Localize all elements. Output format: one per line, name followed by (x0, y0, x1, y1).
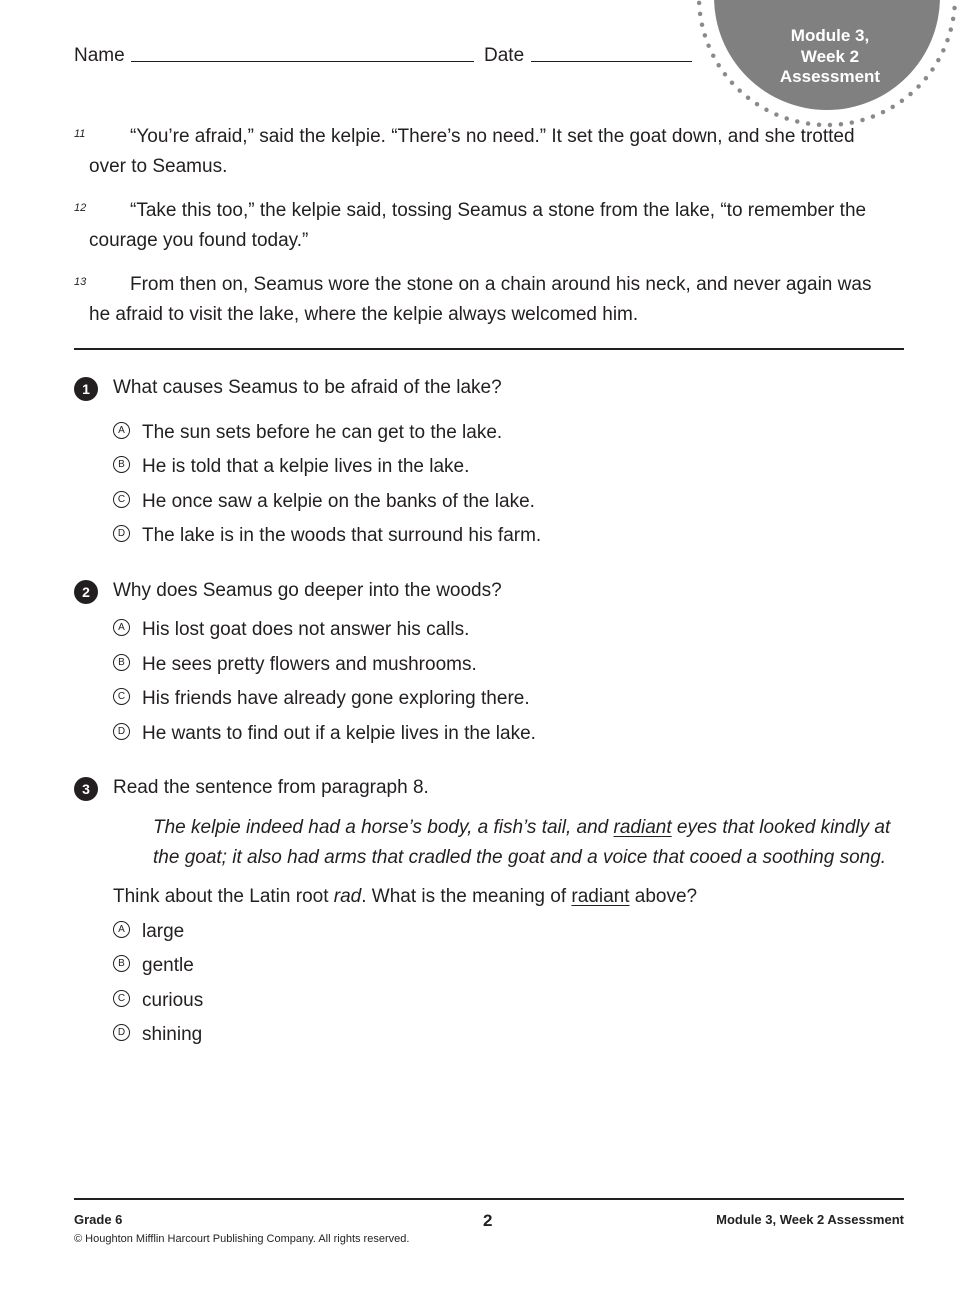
option-bubble[interactable]: D (113, 525, 130, 542)
paragraph-text: From then on, Seamus wore the stone on a chain around his neck, and never again was he afraid to visit the lake, where the kelpie always welcomed him. (89, 274, 872, 325)
quote-text: eyes that looked kindly at the goat; it also had arms that cradled the goat and a voice that cooed a soothing song. (153, 817, 891, 868)
paragraph-text: “Take this too,” the kelpie said, tossing Seamus a stone from the lake, “to remember the courage you found today.” (89, 200, 867, 251)
footer-module: Module 3, Week 2 Assessment (716, 1212, 904, 1227)
answer-option[interactable] (113, 619, 469, 643)
paragraph-number: 13 (74, 276, 87, 288)
option-text: His friends have already gone exploring there. (142, 688, 530, 709)
question-number-badge: 3 (74, 777, 98, 801)
question-text: Read the sentence from paragraph 8. (113, 777, 429, 798)
option-text: gentle (142, 955, 194, 976)
question-number-badge: 1 (74, 377, 98, 401)
answer-option[interactable] (113, 723, 536, 747)
answer-option[interactable] (113, 456, 469, 480)
option-text: curious (142, 990, 204, 1011)
vocabulary-word: radiant (613, 817, 672, 838)
prompt-text: above? (629, 886, 698, 907)
name-label: Name (74, 45, 125, 66)
paragraph (89, 122, 889, 181)
paragraph-text: “You’re afraid,” said the kelpie. “There’s no need.” It set the goat down, and she trotted over to Seamus. (89, 126, 855, 177)
copyright: © Houghton Mifflin Harcourt Publishing Company. All rights reserved. (74, 1233, 410, 1245)
date-label: Date (484, 45, 525, 66)
option-bubble[interactable]: A (113, 619, 130, 636)
answer-option[interactable] (113, 422, 502, 446)
option-text: He wants to find out if a kelpie lives in the lake. (142, 723, 536, 744)
option-text: He is told that a kelpie lives in the lake. (142, 456, 470, 477)
paragraph-number: 11 (74, 128, 86, 140)
answer-option[interactable] (113, 654, 477, 678)
answer-option[interactable] (113, 525, 541, 549)
page-number: 2 (483, 1211, 493, 1230)
section-divider (74, 348, 904, 350)
latin-root: rad (333, 886, 362, 907)
option-bubble[interactable]: A (113, 921, 130, 938)
option-bubble[interactable]: D (113, 1024, 130, 1041)
badge-line-2: Week 2 (800, 46, 860, 66)
option-bubble[interactable]: D (113, 723, 130, 740)
badge-line-1: Module 3, (790, 26, 870, 45)
paragraph (89, 196, 889, 255)
footer-divider (74, 1198, 904, 1200)
quote-text: The kelpie indeed had a horse’s body, a fish’s tail, and (153, 817, 614, 838)
prompt-text: Think about the Latin root (113, 886, 334, 907)
question-text: What causes Seamus to be afraid of the lake? (113, 377, 502, 398)
question-number-badge: 2 (74, 580, 98, 604)
paragraph-number: 12 (74, 202, 87, 214)
option-bubble[interactable]: C (113, 990, 130, 1007)
name-field[interactable] (131, 61, 474, 62)
option-text: The sun sets before he can get to the lake. (142, 422, 503, 443)
date-field[interactable] (531, 61, 692, 62)
prompt-text: . What is the meaning of (361, 886, 572, 907)
option-bubble[interactable]: C (113, 688, 130, 705)
option-text: He once saw a kelpie on the banks of the lake. (142, 491, 535, 512)
option-bubble[interactable]: A (113, 422, 130, 439)
answer-option[interactable] (113, 491, 535, 515)
answer-option[interactable] (113, 688, 530, 712)
option-text: His lost goat does not answer his calls. (142, 619, 470, 640)
question-text: Why does Seamus go deeper into the woods? (113, 580, 502, 601)
option-text: large (142, 921, 185, 942)
option-bubble[interactable]: B (113, 654, 130, 671)
option-bubble[interactable]: B (113, 456, 130, 473)
option-bubble[interactable]: B (113, 955, 130, 972)
option-bubble[interactable]: C (113, 491, 130, 508)
question-prompt (113, 886, 697, 908)
option-text: The lake is in the woods that surround his farm. (142, 525, 542, 546)
badge-title (770, 26, 890, 88)
paragraph (89, 270, 889, 329)
answer-option[interactable] (113, 1024, 202, 1048)
quoted-sentence (153, 813, 903, 872)
option-text: shining (142, 1024, 203, 1045)
vocabulary-word: radiant (571, 886, 630, 907)
answer-option[interactable] (113, 955, 194, 979)
option-text: He sees pretty flowers and mushrooms. (142, 654, 477, 675)
answer-option[interactable] (113, 921, 184, 945)
answer-option[interactable] (113, 990, 203, 1014)
footer-grade: Grade 6 (74, 1212, 123, 1227)
badge-line-3: Assessment (779, 67, 881, 86)
